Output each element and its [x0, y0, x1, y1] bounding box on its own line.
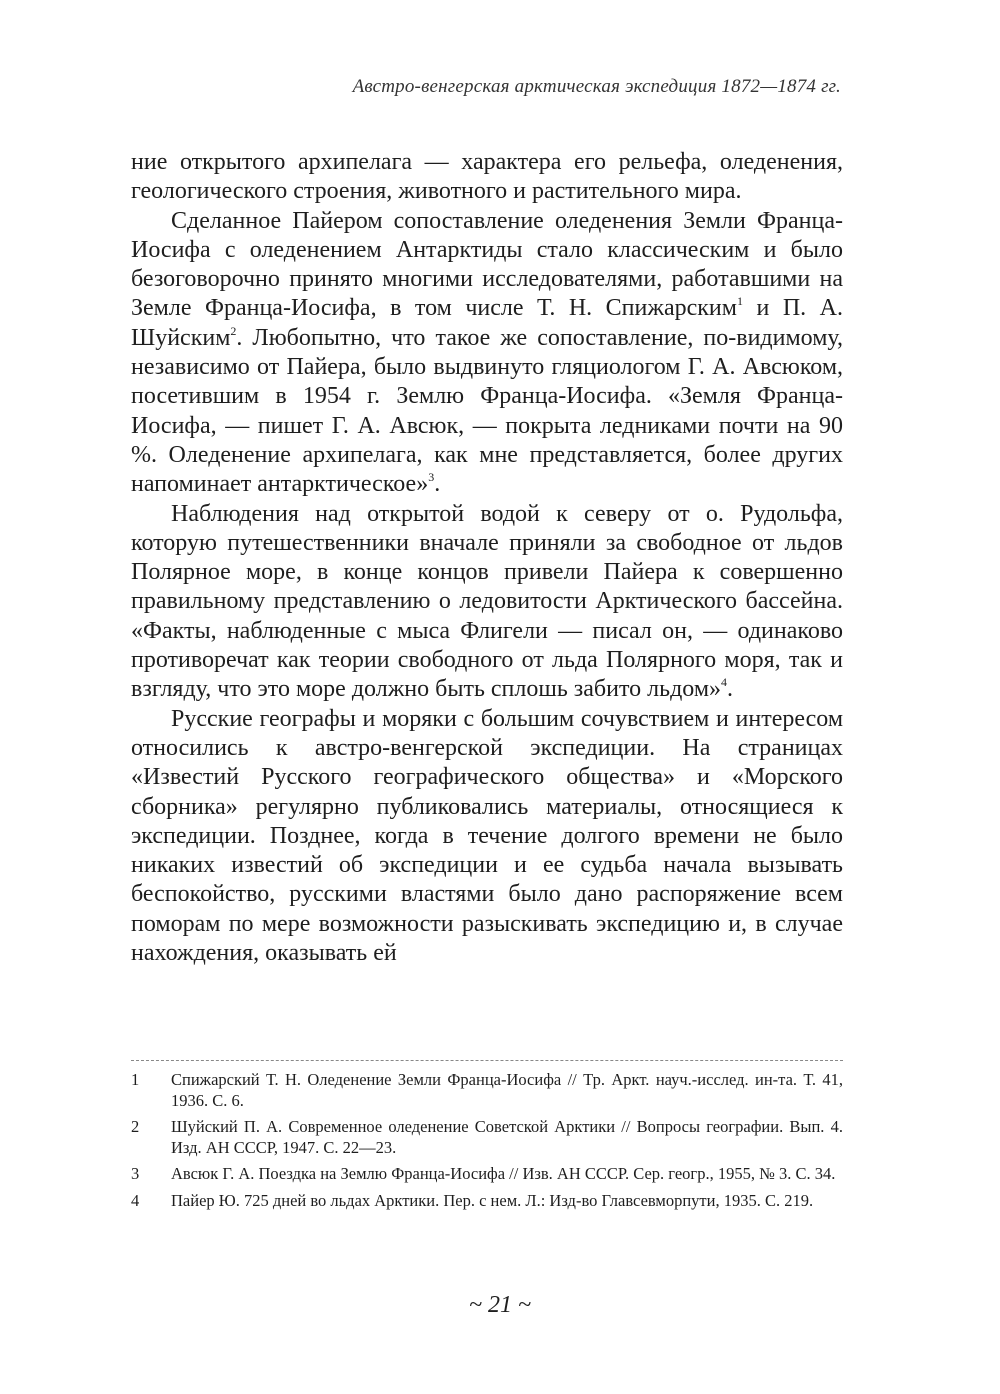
- paragraph-3: [131, 500, 843, 705]
- footnote-3: [131, 1164, 843, 1185]
- footnote-number: 4: [131, 1190, 140, 1210]
- footnote-ref-1: 1: [736, 294, 743, 309]
- footnotes: [131, 1070, 843, 1217]
- paragraph-text: . Любопытно, что такое же сопоставление, по-видимому, независимо от Пайера, было выдвинуто гляциологом Г. А. Авсюком, посетившим в 1954 г. Землю Франца-Иосифа. «Земля Франца-Иосифа, — пишет Г. А. Авсюк, — покрыта ледниками почти на 90 %. Оледенение архипелага, как мне представляется, более других напоминает антарктическое»: [131, 324, 843, 498]
- footnote-text: Пайер Ю. 725 дней во льдах Арктики. Пер. с нем. Л.: Изд-во Главсевморпути, 1935. С. 219.: [171, 1190, 814, 1210]
- body-text: [131, 148, 843, 968]
- footnote-text: Шуйский П. А. Современное оледенение Советской Арктики // Вопросы географии. Вып. 4. Изд. АН СССР, 1947. С. 22—23.: [171, 1117, 843, 1157]
- paragraph-text: .: [727, 676, 734, 703]
- running-header: Австро-венгерская арктическая экспедиция 1872—1874 гг.: [352, 76, 841, 97]
- paragraph-text: .: [434, 471, 441, 498]
- footnote-number: 3: [131, 1164, 140, 1183]
- footnote-divider: [131, 1060, 843, 1061]
- footnote-ref-3: 3: [428, 470, 435, 485]
- paragraph-text: и П. А. Шуйским: [131, 295, 843, 351]
- page-number: ~ 21 ~: [469, 1292, 531, 1318]
- footnote-number: 2: [131, 1117, 140, 1136]
- footnote-text: Спижарский Т. Н. Оледенение Земли Франца-Иосифа // Тр. Аркт. науч.-исслед. ин-та. Т. 41, 1936. С. 6.: [171, 1070, 843, 1110]
- paragraph-text: Сделанное Пайером сопоставление оледенения Земли Франца-Иосифа с оледенением Антарктиды стало классическим и было безоговорочно принято многими исследователями, работавшими на Земле Франца-Иосифа, в том числе Т. Н. Спижарским: [131, 207, 843, 322]
- paragraph-2: [131, 207, 843, 500]
- paragraph-text: Наблюдения над открытой водой к северу от о. Рудольфа, которую путешественники вначале приняли за свободное от льдов Полярное море, в конце концов привели Пайера к совершенно правильному представлению о ледовитости Арктического бассейна. «Факты, наблюденные с мыса Флигели — писал он, — одинаково противоречат как теории свободного от льда Полярного моря, так и взгляду, что это море должно быть сплошь забито льдом»: [131, 500, 843, 703]
- footnote-text: Авсюк Г. А. Поездка на Землю Франца-Иосифа // Изв. АН СССР. Сер. геогр., 1955, № 3. С. 34.: [171, 1164, 836, 1183]
- footnote-number: 1: [131, 1070, 140, 1089]
- footnote-ref-2: 2: [230, 323, 237, 338]
- footnote-ref-4: 4: [721, 675, 728, 690]
- footnote-1: [131, 1070, 843, 1111]
- footnote-4: [131, 1191, 843, 1212]
- footnote-2: [131, 1117, 843, 1158]
- paragraph-text: ние открытого архипелага — характера его рельефа, оледенения, геологического строения, животного и растительного мира.: [131, 149, 843, 205]
- paragraph-4: [131, 705, 843, 969]
- paragraph-text: Русские географы и моряки с большим сочувствием и интересом относились к австро-венгерской экспедиции. На страницах «Известий Русского географического общества» и «Морского сборника» регулярно публиковались материалы, относящиеся к экспедиции. Позднее, когда в течение долгого времени не было никаких известий об экспедиции и ее судьба начала вызывать беспокойство, русскими властями было дано распоряжение всем поморам по мере возможности разыскивать экспедицию и, в случае нахождения, оказывать ей: [131, 705, 843, 967]
- paragraph-1: [131, 148, 843, 207]
